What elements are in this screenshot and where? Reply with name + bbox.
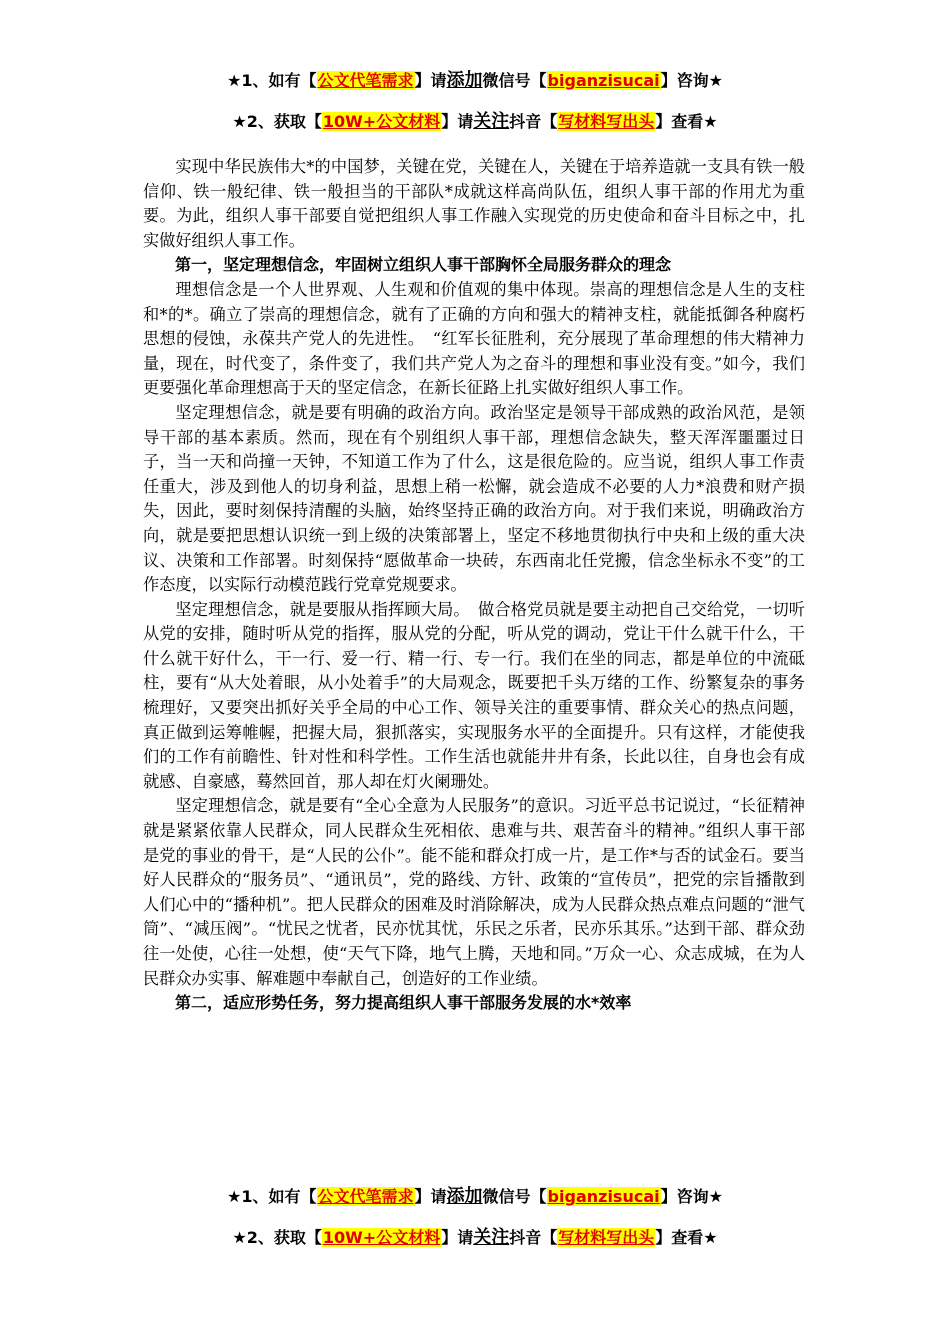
ad-emphasis: 关注 (473, 111, 510, 132)
ad-text: ★1、如有【 (227, 71, 317, 90)
ad-text: 】咨询★ (660, 1187, 723, 1206)
ad-text: 】请 (414, 71, 447, 90)
ad-highlight-wechat: biganzisucai (547, 71, 660, 90)
paragraph: 坚定理想信念，就是要有“全心全意为人民服务”的意识。习近平总书记说过，“长征精神就是紧紧依靠人民群众，同人民群众生死相依、患难与共、艰苦奋斗的精神。”组织人事干部是党的事业的骨干，是“人民的公仆”。能不能和群众打成一片，是工作*与否的试金石。要当好人民群众的“服务员”、“通讯员”，党的路线、方针、政策的“宣传员”，把党的宗旨播散到人们心中的“播种机”。把人民群众的困难及时消除解决，成为人民群众热点难点问题的“泄气筒”、“减压阀”。“忧民之忧者，民亦忧其忧，乐民之乐者，民亦乐其乐。”达到干部、群众劲往一处使，心往一处想，使“天气下降，地气上腾，天地和同。”万众一心、众志成城，在为人民群众办实事、解难题中奉献自己，创造好的工作业绩。 (143, 796, 805, 988)
document-body (143, 155, 805, 1016)
ad-emphasis: 添加 (446, 70, 483, 91)
ad-text: ★2、获取【 (232, 112, 322, 131)
header-ad-line-2 (0, 111, 950, 133)
ad-highlight: 10W+公文材料 (322, 1228, 441, 1247)
footer-ad-line-1 (0, 1186, 950, 1208)
ad-text: ★1、如有【 (227, 1187, 317, 1206)
ad-emphasis: 添加 (446, 1186, 483, 1207)
ad-text: 抖音【 (509, 112, 558, 131)
paragraph-intro: 实现中华民族伟大*的中国梦，关键在党，关键在人，关键在于培养造就一支具有铁一般信仰、铁一般纪律、铁一般担当的干部队*成就这样高尚队伍，组织人事干部的作用尤为重要。为此，组织人事干部要自觉把组织人事工作融入实现党的历史使命和奋斗目标之中，扎实做好组织人事工作。 (143, 157, 805, 250)
paragraph: 坚定理想信念，就是要有明确的政治方向。政治坚定是领导干部成熟的政治风范，是领导干部的基本素质。然而，现在有个别组织人事干部，理想信念缺失，整天浑浑噩噩过日子，当一天和尚撞一天钟，不知道工作为了什么，这是很危险的。应当说，组织人事工作责任重大，涉及到他人的切身利益，思想上稍一松懈，就会造成不必要的人力*浪费和财产损失，因此，要时刻保持清醒的头脑，始终坚持正确的政治方向。对于我们来说，明确政治方向，就是要把思想认识统一到上级的决策部署上，坚定不移地贯彻执行中央和上级的重大决议、决策和工作部署。时刻保持“愿做革命一块砖，东西南北任党搬，信念坐标永不变”的工作态度，以实际行动模范践行党章党规要求。 (143, 402, 805, 595)
ad-text: 】请 (414, 1187, 447, 1206)
ad-highlight: 公文代笔需求 (317, 71, 414, 90)
ad-text: 抖音【 (509, 1228, 558, 1247)
section-heading-2: 第二，适应形势任务，努力提高组织人事干部服务发展的水*效率 (175, 993, 632, 1013)
ad-text: 】咨询★ (660, 71, 723, 90)
ad-highlight-douyin: 写材料写出头 (558, 112, 655, 131)
ad-highlight: 10W+公文材料 (322, 112, 441, 131)
paragraph: 理想信念是一个人世界观、人生观和价值观的集中体现。崇高的理想信念是人生的支柱和*的*。确立了崇高的理想信念，就有了正确的方向和强大的精神支柱，就能抵御各种腐朽思想的侵蚀，永葆共产党人的先进性。 “红军长征胜利，充分展现了革命理想的伟大精神力量，现在，时代变了，条件变了，我们共产党人为之奋斗的理想和事业没有变。”如今，我们更要强化革命理想高于天的坚定信念，在新长征路上扎实做好组织人事工作。 (143, 279, 805, 398)
section-heading-1: 第一，坚定理想信念，牢固树立组织人事干部胸怀全局服务群众的理念 (175, 255, 672, 275)
ad-text: 】查看★ (655, 1228, 718, 1247)
ad-text: 】查看★ (655, 112, 718, 131)
paragraph: 坚定理想信念，就是要服从指挥顾大局。 做合格党员就是要主动把自己交给党，一切听从党的安排，随时听从党的指挥，服从党的分配，听从党的调动，党让干什么就干什么，干什么就干好什么，干一行、爱一行、精一行、专一行。我们在坐的同志，都是单位的中流砥柱，要有“从大处着眼，从小处着手”的大局观念，既要把千头万绪的工作、纷繁复杂的事务梳理好，又要突出抓好关乎全局的中心工作、领导关注的重要事情、群众关心的热点问题，真正做到运筹帷幄，把握大局，狠抓落实，实现服务水平的全面提升。只有这样，才能使我们的工作有前瞻性、针对性和科学性。工作生活也就能井井有条，长此以往，自身也会有成就感、自豪感，蓦然回首，那人却在灯火阑珊处。 (143, 599, 805, 791)
ad-text: ★2、获取【 (232, 1228, 322, 1247)
ad-text: 】请 (441, 1228, 474, 1247)
ad-text: 微信号【 (482, 71, 547, 90)
ad-highlight: 公文代笔需求 (317, 1187, 414, 1206)
footer-ad-line-2 (0, 1227, 950, 1249)
ad-text: 】请 (441, 112, 474, 131)
ad-highlight-douyin: 写材料写出头 (558, 1228, 655, 1247)
header-ad-line-1 (0, 70, 950, 92)
ad-emphasis: 关注 (473, 1227, 510, 1248)
ad-highlight-wechat: biganzisucai (547, 1187, 660, 1206)
ad-text: 微信号【 (482, 1187, 547, 1206)
